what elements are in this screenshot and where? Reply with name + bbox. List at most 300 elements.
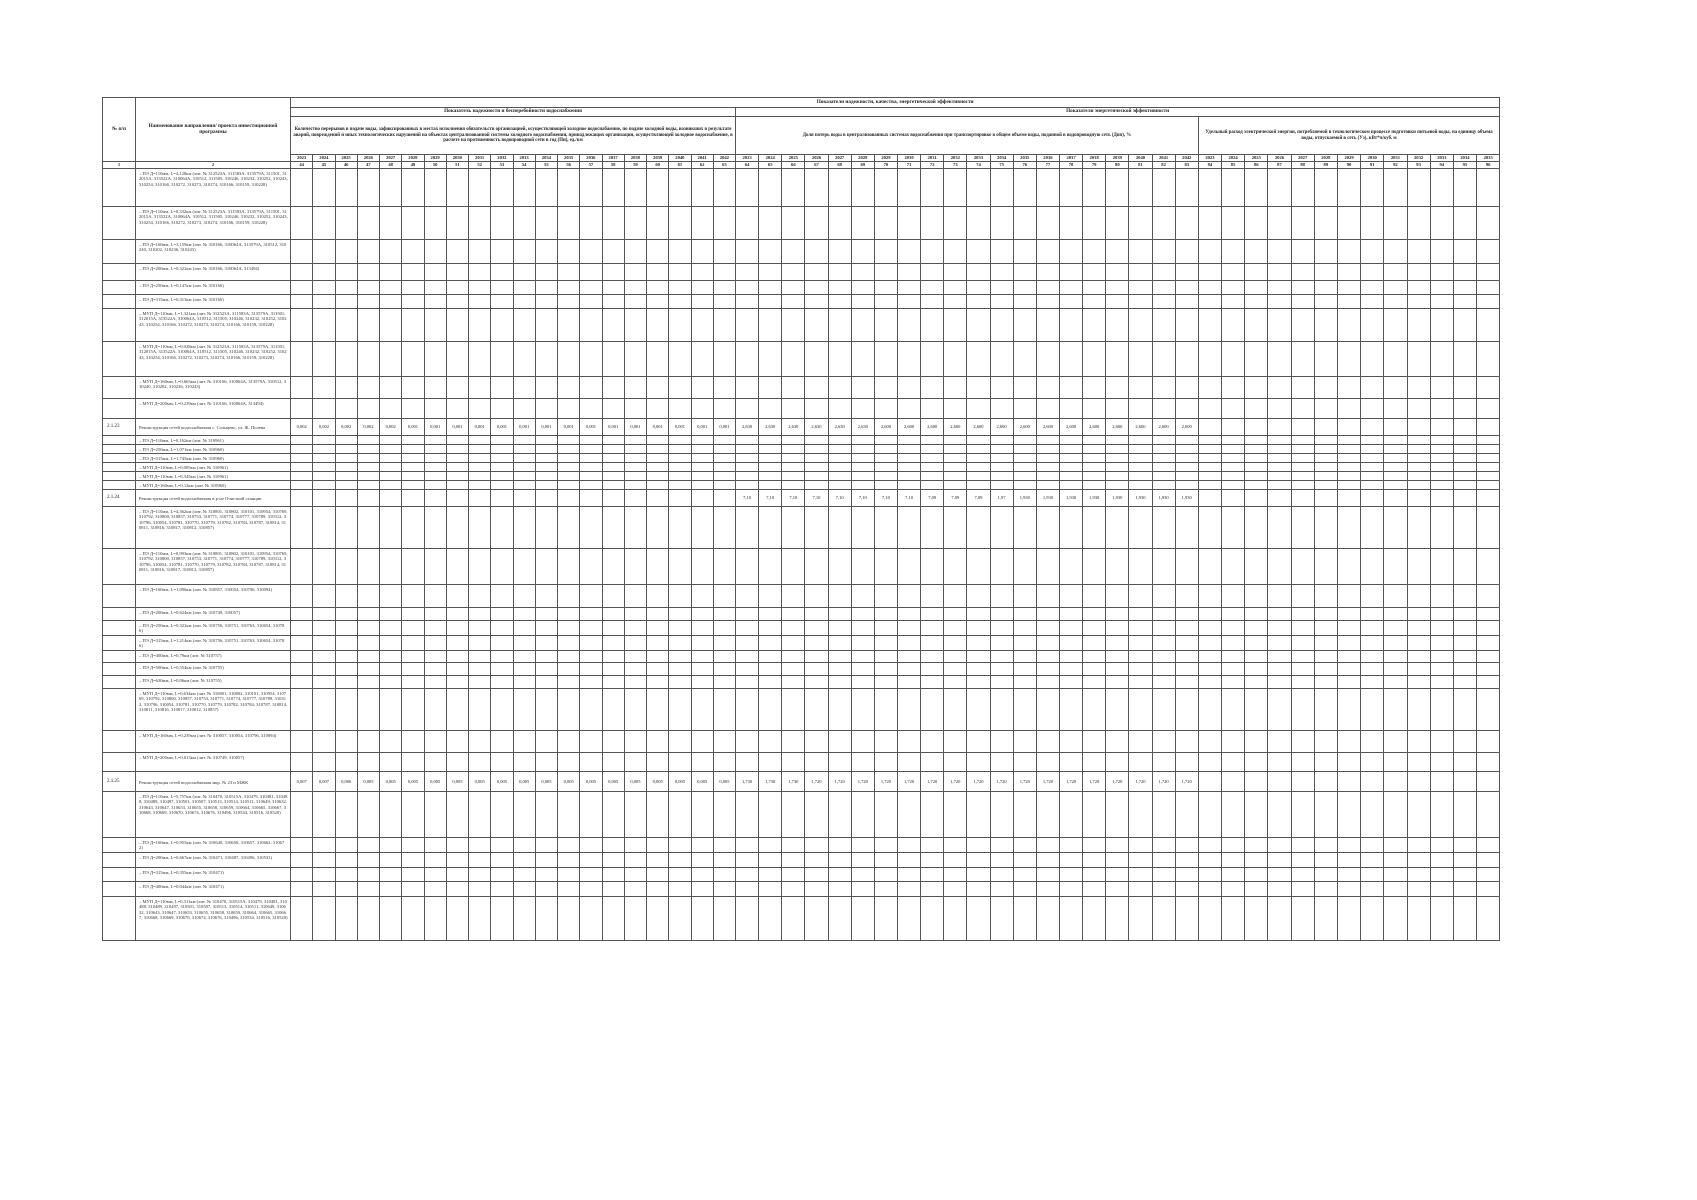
value-cell-electricity bbox=[1453, 207, 1476, 240]
column-index: 66 bbox=[782, 162, 805, 169]
value-cell-interruptions bbox=[513, 753, 535, 772]
value-cell-losses bbox=[736, 753, 759, 772]
value-cell-electricity bbox=[1407, 490, 1430, 507]
value-cell-electricity bbox=[1361, 207, 1384, 240]
value-cell-interruptions bbox=[624, 309, 646, 342]
column-index: 67 bbox=[805, 162, 828, 169]
value-cell-interruptions bbox=[624, 454, 646, 463]
value-cell-electricity bbox=[1430, 772, 1453, 792]
value-cell-losses bbox=[1013, 882, 1036, 897]
value-cell-interruptions bbox=[357, 792, 379, 838]
value-cell-electricity bbox=[1430, 868, 1453, 882]
value-cell-electricity bbox=[1337, 897, 1360, 941]
value-cell-interruptions bbox=[669, 731, 691, 753]
value-cell-electricity bbox=[1430, 853, 1453, 868]
value-cell-interruptions bbox=[491, 436, 513, 445]
value-cell-interruptions bbox=[357, 608, 379, 621]
value-cell-electricity bbox=[1430, 897, 1453, 941]
value-cell-losses bbox=[759, 608, 782, 621]
value-cell-electricity bbox=[1384, 419, 1407, 436]
row-number bbox=[103, 481, 136, 490]
value-cell-interruptions bbox=[580, 445, 602, 454]
value-cell-electricity bbox=[1337, 689, 1360, 731]
value-cell-losses bbox=[782, 636, 805, 651]
value-cell-interruptions bbox=[558, 792, 580, 838]
value-cell-interruptions bbox=[424, 207, 446, 240]
value-cell-electricity bbox=[1477, 651, 1500, 663]
value-cell-interruptions bbox=[335, 585, 357, 608]
value-cell-losses bbox=[782, 264, 805, 281]
value-cell-losses bbox=[736, 481, 759, 490]
value-cell-interruptions bbox=[691, 608, 713, 621]
value-cell-interruptions bbox=[535, 472, 557, 481]
value-cell-losses bbox=[897, 792, 920, 838]
value-cell-losses bbox=[1175, 481, 1198, 490]
value-cell-losses bbox=[921, 436, 944, 445]
value-cell-losses bbox=[1013, 472, 1036, 481]
value-cell-losses bbox=[1059, 295, 1082, 309]
value-cell-interruptions bbox=[357, 472, 379, 481]
value-cell-electricity bbox=[1477, 868, 1500, 882]
value-cell-electricity bbox=[1337, 309, 1360, 342]
value-cell-electricity bbox=[1477, 463, 1500, 472]
value-cell-losses bbox=[921, 882, 944, 897]
value-cell-losses bbox=[1083, 753, 1106, 772]
year-header: 2033 bbox=[967, 155, 990, 162]
value-cell-interruptions bbox=[402, 445, 424, 454]
value-cell-electricity bbox=[1407, 399, 1430, 419]
value-cell-losses bbox=[1106, 264, 1129, 281]
value-cell-losses bbox=[782, 663, 805, 676]
value-cell-losses bbox=[1083, 792, 1106, 838]
value-cell-interruptions bbox=[713, 585, 735, 608]
value-cell-electricity bbox=[1198, 838, 1221, 853]
value-cell-interruptions bbox=[669, 295, 691, 309]
value-cell-losses bbox=[967, 169, 990, 207]
value-cell-electricity bbox=[1245, 689, 1268, 731]
value-cell-losses bbox=[944, 207, 967, 240]
value-cell-interruptions bbox=[535, 481, 557, 490]
row-number bbox=[103, 663, 136, 676]
value-cell-interruptions bbox=[446, 281, 468, 295]
row-number: 2.1.25 bbox=[103, 772, 136, 792]
value-cell-losses bbox=[967, 281, 990, 295]
value-cell-losses bbox=[921, 264, 944, 281]
value-cell-interruptions bbox=[558, 838, 580, 853]
column-index: 86 bbox=[1245, 162, 1268, 169]
value-cell-losses bbox=[851, 549, 874, 585]
value-cell-losses bbox=[944, 549, 967, 585]
value-cell-electricity bbox=[1384, 731, 1407, 753]
value-cell-electricity bbox=[1198, 342, 1221, 377]
value-cell-interruptions bbox=[513, 507, 535, 549]
value-cell-interruptions bbox=[446, 240, 468, 264]
value-cell-electricity bbox=[1337, 169, 1360, 207]
value-cell-interruptions bbox=[535, 585, 557, 608]
value-cell-electricity bbox=[1384, 264, 1407, 281]
value-cell-interruptions bbox=[291, 636, 313, 651]
value-cell-electricity bbox=[1198, 663, 1221, 676]
value-cell-losses bbox=[1059, 454, 1082, 463]
value-cell-losses bbox=[944, 585, 967, 608]
value-cell-interruptions bbox=[357, 621, 379, 636]
value-cell-losses bbox=[990, 445, 1013, 454]
value-cell-losses bbox=[967, 792, 990, 838]
value-cell-electricity bbox=[1291, 463, 1314, 472]
value-cell-interruptions bbox=[402, 549, 424, 585]
year-header: 2033 bbox=[1430, 155, 1453, 162]
row-number bbox=[103, 295, 136, 309]
value-cell-electricity bbox=[1268, 731, 1291, 753]
value-cell-losses bbox=[1036, 838, 1059, 853]
value-cell-interruptions bbox=[602, 399, 624, 419]
value-cell-interruptions bbox=[380, 281, 402, 295]
year-header: 2030 bbox=[897, 155, 920, 162]
value-cell-losses bbox=[874, 207, 897, 240]
value-cell-electricity bbox=[1361, 295, 1384, 309]
table-row bbox=[103, 621, 1500, 636]
value-cell-interruptions bbox=[469, 264, 491, 281]
value-cell-interruptions bbox=[535, 490, 557, 507]
value-cell-losses bbox=[990, 377, 1013, 399]
value-cell-interruptions bbox=[669, 792, 691, 838]
value-cell-electricity bbox=[1337, 472, 1360, 481]
value-cell-interruptions bbox=[357, 838, 379, 853]
value-cell-interruptions bbox=[335, 838, 357, 853]
value-cell-interruptions bbox=[558, 309, 580, 342]
value-cell-losses bbox=[1083, 663, 1106, 676]
value-cell-electricity bbox=[1245, 731, 1268, 753]
value-cell-losses bbox=[990, 463, 1013, 472]
value-cell-interruptions bbox=[424, 897, 446, 941]
value-cell-electricity bbox=[1477, 399, 1500, 419]
value-cell-interruptions bbox=[357, 689, 379, 731]
value-cell-interruptions: 0,001 bbox=[446, 419, 468, 436]
value-cell-interruptions bbox=[713, 621, 735, 636]
value-cell-electricity bbox=[1268, 463, 1291, 472]
value-cell-losses bbox=[967, 472, 990, 481]
value-cell-electricity bbox=[1268, 838, 1291, 853]
value-cell-interruptions bbox=[380, 853, 402, 868]
value-cell-electricity bbox=[1268, 342, 1291, 377]
value-cell-electricity bbox=[1222, 463, 1245, 472]
value-cell-interruptions bbox=[402, 207, 424, 240]
value-cell-interruptions bbox=[713, 481, 735, 490]
value-cell-losses bbox=[1152, 399, 1175, 419]
value-cell-electricity bbox=[1268, 207, 1291, 240]
value-cell-interruptions bbox=[691, 585, 713, 608]
value-cell-electricity bbox=[1198, 585, 1221, 608]
value-cell-interruptions bbox=[602, 868, 624, 882]
value-cell-interruptions bbox=[380, 207, 402, 240]
value-cell-electricity bbox=[1222, 772, 1245, 792]
value-cell-losses bbox=[851, 309, 874, 342]
value-cell-interruptions bbox=[291, 731, 313, 753]
value-cell-interruptions bbox=[602, 454, 624, 463]
value-cell-interruptions bbox=[424, 621, 446, 636]
value-cell-interruptions bbox=[424, 264, 446, 281]
value-cell-interruptions bbox=[602, 608, 624, 621]
value-cell-interruptions bbox=[313, 436, 335, 445]
value-cell-losses bbox=[1175, 445, 1198, 454]
year-header: 2023 bbox=[291, 155, 313, 162]
value-cell-interruptions bbox=[380, 472, 402, 481]
column-index: 55 bbox=[535, 162, 557, 169]
value-cell-interruptions bbox=[491, 264, 513, 281]
value-cell-interruptions bbox=[513, 295, 535, 309]
value-cell-electricity bbox=[1291, 868, 1314, 882]
value-cell-losses bbox=[805, 868, 828, 882]
value-cell-interruptions bbox=[424, 882, 446, 897]
value-cell-interruptions bbox=[446, 868, 468, 882]
value-cell-losses bbox=[1059, 608, 1082, 621]
value-cell-losses bbox=[736, 636, 759, 651]
value-cell-losses: 1,720 bbox=[944, 772, 967, 792]
value-cell-interruptions bbox=[580, 897, 602, 941]
value-cell-interruptions bbox=[491, 472, 513, 481]
value-cell-losses bbox=[1083, 636, 1106, 651]
value-cell-interruptions: 0,001 bbox=[558, 419, 580, 436]
value-cell-interruptions bbox=[446, 472, 468, 481]
value-cell-interruptions: 0,005 bbox=[624, 772, 646, 792]
value-cell-losses bbox=[1106, 463, 1129, 472]
value-cell-losses bbox=[1152, 636, 1175, 651]
column-index: 79 bbox=[1083, 162, 1106, 169]
value-cell-electricity bbox=[1430, 838, 1453, 853]
value-cell-interruptions bbox=[446, 445, 468, 454]
value-cell-electricity bbox=[1453, 772, 1476, 792]
value-cell-electricity bbox=[1361, 792, 1384, 838]
value-cell-electricity bbox=[1245, 419, 1268, 436]
value-cell-losses bbox=[874, 853, 897, 868]
value-cell-losses bbox=[897, 309, 920, 342]
value-cell-interruptions bbox=[491, 676, 513, 689]
value-cell-interruptions bbox=[647, 463, 669, 472]
value-cell-losses bbox=[967, 549, 990, 585]
value-cell-electricity bbox=[1384, 490, 1407, 507]
value-cell-interruptions bbox=[691, 663, 713, 676]
value-cell-electricity bbox=[1361, 377, 1384, 399]
value-cell-interruptions: 0,005 bbox=[513, 772, 535, 792]
value-cell-electricity bbox=[1268, 481, 1291, 490]
value-cell-losses: 1,720 bbox=[1083, 772, 1106, 792]
value-cell-electricity bbox=[1453, 731, 1476, 753]
value-cell-interruptions bbox=[558, 731, 580, 753]
column-index: 45 bbox=[313, 162, 335, 169]
value-cell-interruptions bbox=[513, 689, 535, 731]
value-cell-interruptions bbox=[647, 585, 669, 608]
value-cell-losses bbox=[828, 792, 851, 838]
value-cell-losses bbox=[897, 585, 920, 608]
value-cell-interruptions bbox=[491, 731, 513, 753]
row-name: – ПЭ Д=160мм, L=0,955км (лит. № 310640, 310656, 310657, 310662, 310672) bbox=[136, 838, 291, 853]
value-cell-losses bbox=[990, 240, 1013, 264]
value-cell-interruptions bbox=[424, 377, 446, 399]
value-cell-interruptions bbox=[402, 507, 424, 549]
column-index: 96 bbox=[1477, 162, 1500, 169]
value-cell-interruptions bbox=[402, 309, 424, 342]
value-cell-interruptions: 0,001 bbox=[535, 419, 557, 436]
value-cell-losses bbox=[1152, 651, 1175, 663]
value-cell-interruptions bbox=[513, 882, 535, 897]
value-cell-losses bbox=[1175, 882, 1198, 897]
value-cell-interruptions bbox=[446, 490, 468, 507]
table-row bbox=[103, 445, 1500, 454]
value-cell-interruptions bbox=[624, 169, 646, 207]
value-cell-interruptions bbox=[424, 651, 446, 663]
value-cell-interruptions bbox=[624, 472, 646, 481]
value-cell-losses bbox=[874, 240, 897, 264]
value-cell-losses bbox=[897, 731, 920, 753]
value-cell-losses bbox=[805, 882, 828, 897]
value-cell-losses bbox=[921, 585, 944, 608]
value-cell-losses bbox=[1152, 663, 1175, 676]
year-header: 2031 bbox=[1384, 155, 1407, 162]
value-cell-losses: 1,720 bbox=[897, 772, 920, 792]
value-cell-electricity bbox=[1384, 295, 1407, 309]
value-cell-electricity bbox=[1245, 490, 1268, 507]
value-cell-losses bbox=[782, 295, 805, 309]
header-num: № п/п bbox=[103, 98, 136, 162]
value-cell-interruptions bbox=[335, 342, 357, 377]
value-cell-interruptions bbox=[402, 882, 424, 897]
table-row bbox=[103, 436, 1500, 445]
value-cell-interruptions bbox=[602, 207, 624, 240]
value-cell-losses bbox=[782, 621, 805, 636]
value-cell-interruptions bbox=[624, 853, 646, 868]
value-cell-interruptions bbox=[291, 481, 313, 490]
value-cell-interruptions bbox=[602, 436, 624, 445]
value-cell-interruptions bbox=[535, 838, 557, 853]
value-cell-electricity bbox=[1337, 731, 1360, 753]
value-cell-losses bbox=[944, 853, 967, 868]
value-cell-losses bbox=[1152, 689, 1175, 731]
value-cell-losses bbox=[1059, 507, 1082, 549]
year-header: 2035 bbox=[1013, 155, 1036, 162]
value-cell-interruptions bbox=[291, 651, 313, 663]
value-cell-interruptions bbox=[357, 882, 379, 897]
value-cell-losses: 1,730 bbox=[759, 772, 782, 792]
value-cell-electricity bbox=[1245, 399, 1268, 419]
value-cell-interruptions bbox=[313, 676, 335, 689]
row-number bbox=[103, 309, 136, 342]
table-row bbox=[103, 882, 1500, 897]
value-cell-electricity bbox=[1453, 454, 1476, 463]
value-cell-losses bbox=[805, 169, 828, 207]
value-cell-interruptions bbox=[602, 651, 624, 663]
value-cell-losses bbox=[990, 436, 1013, 445]
value-cell-interruptions bbox=[291, 399, 313, 419]
value-cell-losses bbox=[1129, 689, 1152, 731]
value-cell-electricity bbox=[1198, 636, 1221, 651]
value-cell-losses bbox=[1059, 689, 1082, 731]
value-cell-losses bbox=[1036, 472, 1059, 481]
value-cell-electricity bbox=[1407, 377, 1430, 399]
value-cell-losses bbox=[1036, 295, 1059, 309]
value-cell-interruptions bbox=[313, 377, 335, 399]
table-row bbox=[103, 689, 1500, 731]
value-cell-losses bbox=[1152, 897, 1175, 941]
value-cell-losses bbox=[944, 169, 967, 207]
value-cell-interruptions bbox=[335, 377, 357, 399]
value-cell-interruptions bbox=[558, 897, 580, 941]
value-cell-losses bbox=[805, 549, 828, 585]
value-cell-losses: 2,600 bbox=[1083, 419, 1106, 436]
value-cell-losses bbox=[1059, 853, 1082, 868]
value-cell-interruptions bbox=[713, 838, 735, 853]
value-cell-interruptions bbox=[535, 454, 557, 463]
value-cell-electricity bbox=[1361, 689, 1384, 731]
value-cell-electricity bbox=[1222, 472, 1245, 481]
value-cell-losses: 2,600 bbox=[921, 419, 944, 436]
column-index: 63 bbox=[713, 162, 735, 169]
value-cell-interruptions: 0,005 bbox=[713, 772, 735, 792]
value-cell-interruptions bbox=[469, 853, 491, 868]
value-cell-losses bbox=[1175, 454, 1198, 463]
value-cell-losses bbox=[736, 676, 759, 689]
value-cell-electricity bbox=[1407, 549, 1430, 585]
value-cell-interruptions bbox=[491, 295, 513, 309]
value-cell-losses bbox=[921, 853, 944, 868]
row-name: – ПЭ Д=315мм, L=0,313км (лит. № 310166) bbox=[136, 295, 291, 309]
value-cell-losses bbox=[967, 309, 990, 342]
value-cell-losses bbox=[1175, 663, 1198, 676]
value-cell-losses bbox=[828, 689, 851, 731]
year-header: 2034 bbox=[990, 155, 1013, 162]
value-cell-electricity bbox=[1314, 731, 1337, 753]
value-cell-electricity bbox=[1314, 481, 1337, 490]
header-name: Наименование направления/ проекта инвестиционной программы bbox=[136, 98, 291, 162]
value-cell-interruptions bbox=[313, 853, 335, 868]
value-cell-losses bbox=[897, 399, 920, 419]
value-cell-losses bbox=[967, 651, 990, 663]
value-cell-interruptions bbox=[669, 549, 691, 585]
value-cell-electricity bbox=[1407, 507, 1430, 549]
value-cell-electricity bbox=[1361, 281, 1384, 295]
value-cell-losses bbox=[1152, 463, 1175, 472]
value-cell-electricity bbox=[1384, 651, 1407, 663]
value-cell-losses bbox=[1083, 868, 1106, 882]
value-cell-losses bbox=[1013, 207, 1036, 240]
value-cell-losses: 2,600 bbox=[1175, 419, 1198, 436]
value-cell-losses bbox=[1083, 608, 1106, 621]
value-cell-losses bbox=[874, 868, 897, 882]
value-cell-interruptions: 0,002 bbox=[380, 419, 402, 436]
value-cell-interruptions bbox=[713, 663, 735, 676]
value-cell-electricity bbox=[1477, 676, 1500, 689]
value-cell-interruptions bbox=[647, 169, 669, 207]
value-cell-electricity bbox=[1222, 454, 1245, 463]
value-cell-losses bbox=[921, 753, 944, 772]
value-cell-losses bbox=[1106, 689, 1129, 731]
value-cell-losses bbox=[1013, 436, 1036, 445]
value-cell-losses bbox=[736, 651, 759, 663]
value-cell-electricity bbox=[1268, 377, 1291, 399]
value-cell-interruptions bbox=[357, 753, 379, 772]
value-cell-losses bbox=[921, 838, 944, 853]
column-index: 85 bbox=[1222, 162, 1245, 169]
value-cell-interruptions bbox=[513, 621, 535, 636]
value-cell-interruptions bbox=[469, 636, 491, 651]
value-cell-losses bbox=[1059, 868, 1082, 882]
value-cell-losses bbox=[805, 207, 828, 240]
value-cell-losses bbox=[851, 240, 874, 264]
value-cell-interruptions bbox=[291, 663, 313, 676]
value-cell-interruptions bbox=[691, 377, 713, 399]
value-cell-losses bbox=[851, 481, 874, 490]
value-cell-interruptions bbox=[513, 651, 535, 663]
value-cell-electricity bbox=[1291, 549, 1314, 585]
